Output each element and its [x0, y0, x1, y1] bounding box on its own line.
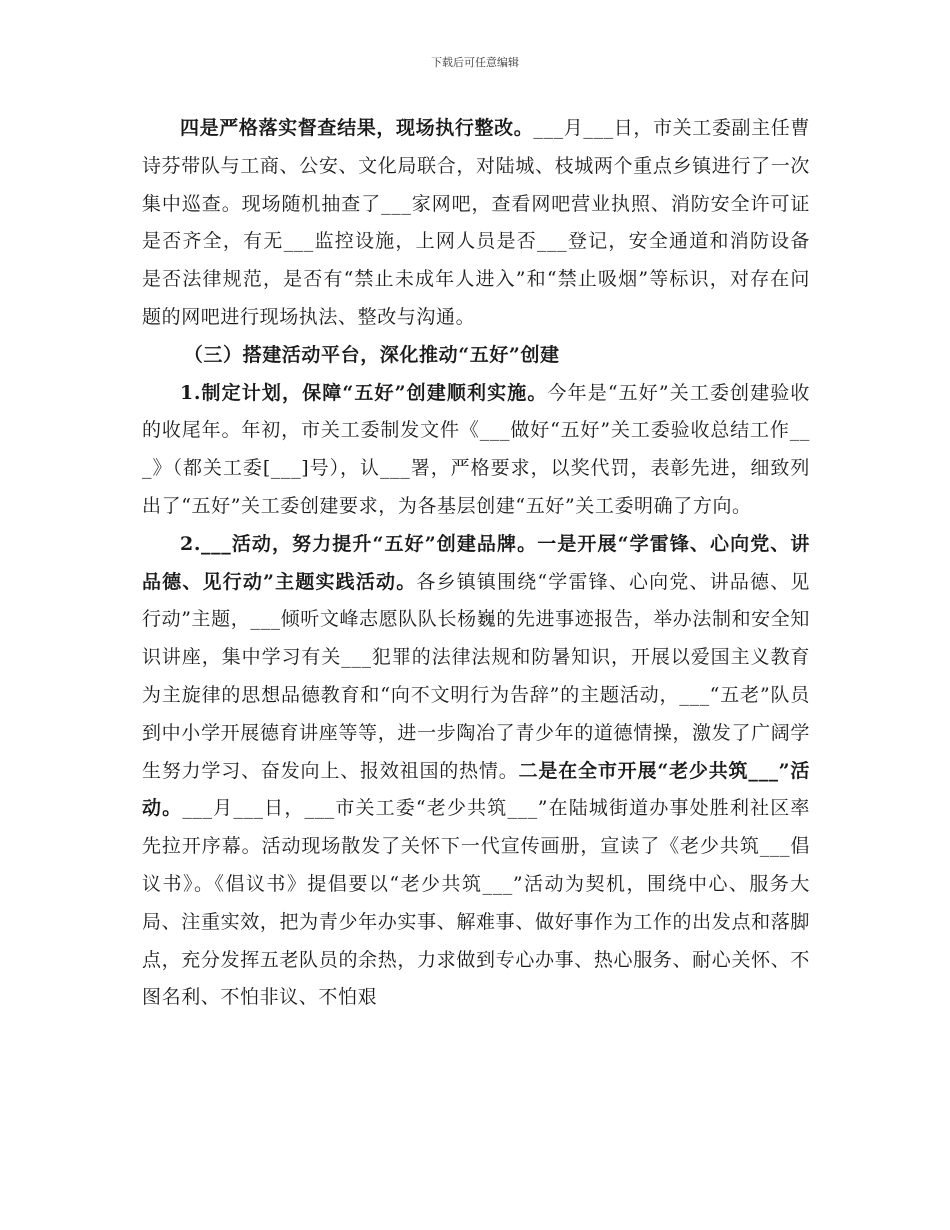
paragraph-inspection-results — [142, 110, 810, 337]
paragraph-lead: 1.制定计划，保障“五好”创建顺利实施。 — [180, 381, 548, 404]
paragraph-text: 今年是“五好”关工委创建验收的收尾年。年初，市关工委制发文件《___做好“五好”关工委验收总结工作___》（都关工委[___]号），认___署，严格要求，以奖代罚，表彰先进，细致列出了“五好”关工委创建要求，为各基层创建“五好”关工委明确了方向。 — [142, 381, 811, 517]
document-body — [142, 110, 810, 1017]
paragraph-lead-2: 二是在全市开展“老少共筑___”活动。 — [142, 759, 810, 820]
paragraph-activities — [142, 526, 810, 1017]
section-heading: （三）搭建活动平台，深化推动“五好”创建 — [183, 343, 560, 366]
paragraph-lead: 2.___活动，努力提升“五好”创建品牌。一是开展“学雷锋、心向党、讲品德、见行动”主题实践活动。 — [142, 532, 810, 593]
paragraph-text: 各乡镇镇围绕“学雷锋、心向党、讲品德、见行动”主题，___倾听文峰志愿队队长杨巍的先进事迹报告，举办法制和安全知识讲座，集中学习有关___犯罪的法律法规和防暑知识，开展以爱国主义教育为主旋律的思想品德教育和“向不文明行为告辞”的主题活动，___“五老”队员到中小学开展德育讲座等等，进一步陶冶了青少年的道德情操，激发了广阔学生努力学习、奋发向上、报效祖国的热情。 — [142, 570, 810, 782]
paragraph-text: ___月___日，市关工委副主任曹诗芬带队与工商、公安、文化局联合，对陆城、枝城两个重点乡镇进行了一次集中巡查。现场随机抽查了___家网吧，查看网吧营业执照、消防安全许可证是否齐全，有无___监控设施，上网人员是否___登记，安全通道和消防设备是否法律规范，是否有“禁止未成年人进入”和“禁止吸烟”等标识，对存在问题的网吧进行现场执法、整改与沟通。 — [142, 117, 811, 328]
paragraph-lead: 四是严格落实督查结果，现场执行整改。 — [180, 117, 534, 139]
paragraph-plan — [142, 375, 810, 526]
paragraph-text-2: ___月___日，___市关工委“老少共筑___”在陆城街道办事处胜利社区率先拉开序幕。活动现场散发了关怀下一代宣传画册，宣读了《老少共筑___倡议书》。《倡议书》提倡要以“老少共筑___”活动为契机，围绕中心、服务大局、注重实效，把为青少年办实事、解难事、做好事作为工作的出发点和落脚点，充分发挥五老队员的余热，力求做到专心办事、热心服务、耐心关怀、不图名利、不怕非议、不怕艰 — [142, 797, 810, 1009]
page-header-note: 下载后可任意编辑 — [431, 56, 519, 69]
